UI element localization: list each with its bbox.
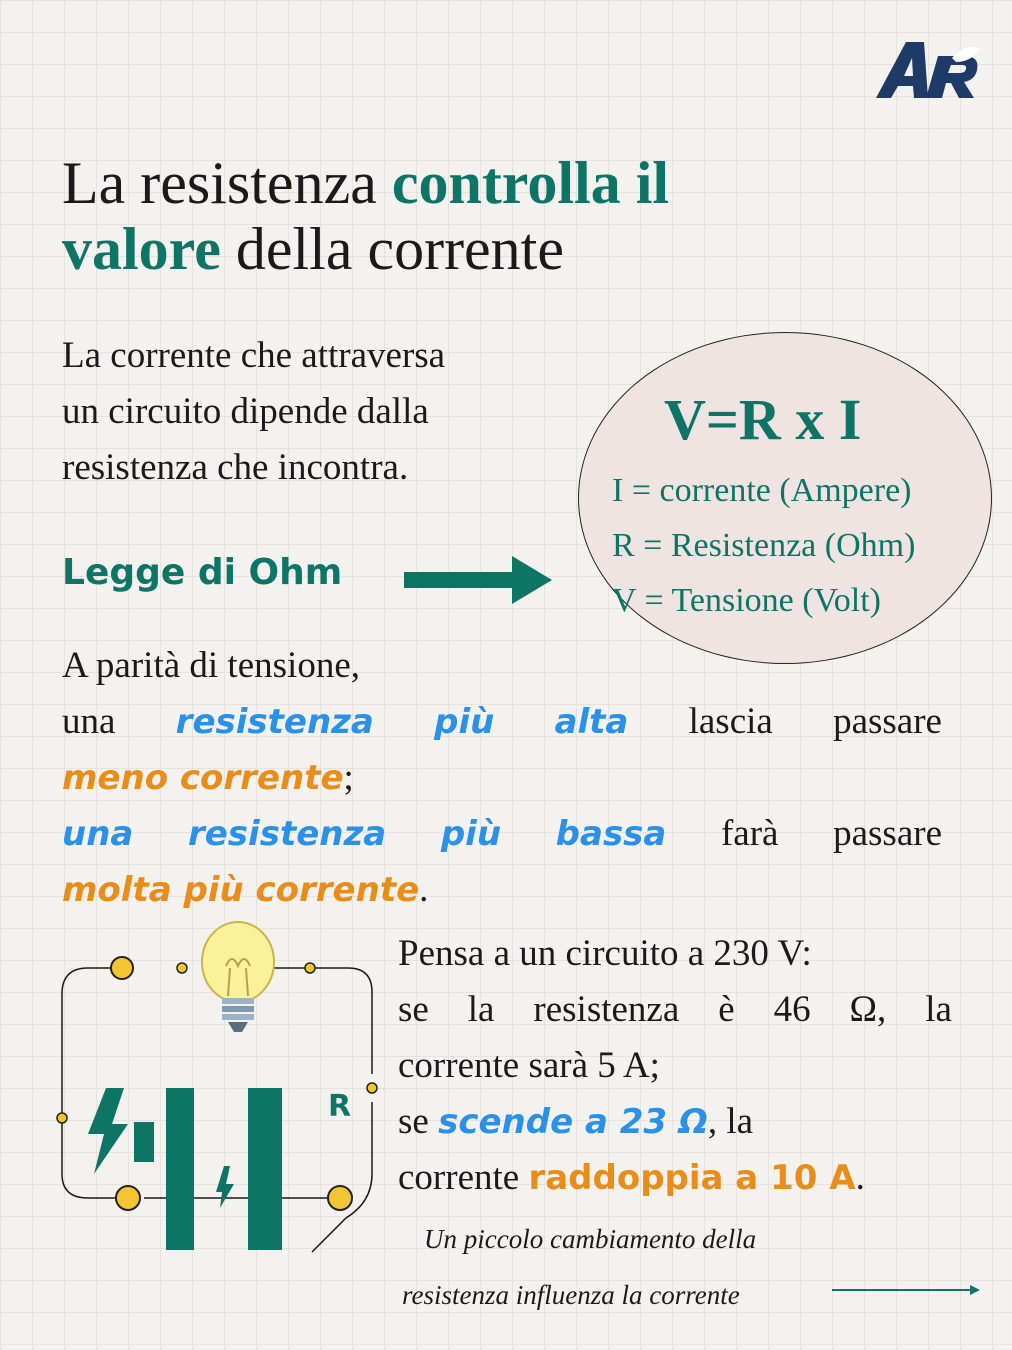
low-resistance-word: una [62,814,134,854]
circuit-illustration [48,912,388,1282]
resistor-label: R [328,1089,352,1124]
parita-line4 [62,806,942,862]
parita-line5 [62,862,942,918]
example-text: . [855,1157,865,1198]
low-resistance-word: bassa [555,814,667,854]
example-line5 [398,1150,952,1206]
ohm-formula: V=R x I [664,387,862,452]
title-highlight1: controlla il [391,150,670,216]
intro-text [62,328,602,496]
example-word: la [925,989,952,1030]
example-word: è [718,989,735,1030]
example-word: la [467,989,495,1030]
parita-word: farà [720,813,779,854]
high-resistance-word: resistenza [175,702,374,742]
page-title [62,150,962,282]
parita-word: passare [833,701,942,742]
example-text: se [398,1101,439,1142]
parita-line1: A parità di tensione, [62,645,360,686]
title-highlight2: valore [62,216,221,282]
parita-line2 [62,694,942,750]
parita-word: lascia [688,701,773,742]
low-resistance-word: più [440,814,502,854]
high-resistance-word: più [434,702,495,742]
parita-punct: ; [343,757,354,798]
note-line1: Un piccolo cambiamento della [424,1224,757,1254]
example-text: , la [707,1101,754,1142]
intro-line3: resistenza che incontra. [62,447,409,488]
example-word: Ω, [849,989,887,1030]
title-part1: La resistenza [62,150,392,216]
example-word: 46 [773,989,811,1030]
note-line2: resistenza influenza la corrente [402,1280,740,1310]
example-text: corrente [398,1157,529,1198]
intro-line1: La corrente che attraversa [62,335,446,376]
right-arrow-icon [404,552,554,608]
intro-line2: un circuito dipende dalla [62,391,429,432]
ohm-law-label: Legge di Ohm [62,552,343,593]
example-paragraph [398,926,952,1206]
equal-voltage-paragraph [62,638,942,918]
light-bulb-icon [202,922,274,1032]
example-line3: corrente sarà 5 A; [398,1045,660,1086]
example-word: resistenza [533,989,680,1030]
formula-current-def: I = corrente (Ampere) [612,472,912,509]
current-doubles-text: raddoppia a 10 A [528,1158,856,1198]
example-line1: Pensa a un circuito a 230 V: [398,933,812,974]
parita-word: passare [833,813,942,854]
more-current-text: molta più corrente [62,870,420,910]
parita-line3 [62,750,942,806]
parita-word: una [62,701,116,742]
title-part2: della corrente [220,216,564,282]
formula-resistance-def: R = Resistenza (Ohm) [612,527,916,564]
battery-icon [88,1088,282,1250]
resistance-drop-text: scende a 23 Ω [438,1102,708,1142]
formula-voltage-def: V = Tensione (Volt) [612,582,881,619]
high-resistance-word: alta [554,702,629,742]
low-resistance-word: resistenza [187,814,387,854]
example-line4 [398,1094,952,1150]
ar-logo [876,36,988,120]
parita-punct: . [419,869,429,910]
example-word: se [398,989,429,1030]
thin-arrow-icon [832,1280,982,1300]
less-current-text: meno corrente [62,758,344,798]
example-line2 [398,982,952,1038]
